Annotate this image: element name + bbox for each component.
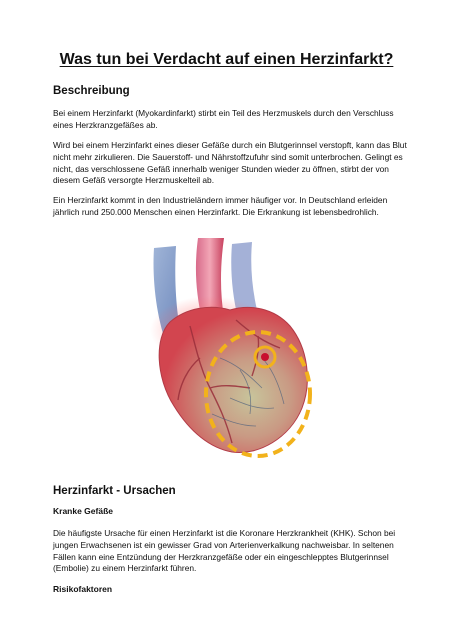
subheading-kranke-gefaesse: Kranke Gefäße (53, 506, 113, 516)
section-heading-ursachen: Herzinfarkt - Ursachen (53, 485, 176, 497)
paragraph-definition: Bei einem Herzinfarkt (Myokardinfarkt) stirbt ein Teil des Herzmuskels durch den Verschluss eines Herzkranzgefäßes ab. (53, 108, 394, 130)
heart-infarct-illustration (140, 238, 315, 460)
paragraph-mechanism: Wird bei einem Herzinfarkt eines dieser Gefäße durch ein Blutgerinnsel verstopft, kann das Blut nicht mehr zirkulieren. Die Sauerstoff- und Nährstoffzufuhr sind somit unterbrochen. Gelingt es nicht, das verschlossene Gefäß innerhalb weniger Stunden wieder zu öffnen, stirbt der von diesem Gefäß versorgte Herzmuskelteil ab. (53, 140, 407, 186)
subheading-risikofaktoren: Risikofaktoren (53, 584, 113, 594)
section-heading-beschreibung: Beschreibung (53, 85, 130, 97)
paragraph-statistics: Ein Herzinfarkt kommt in den Industrieländern immer häufiger vor. In Deutschland erleiden jährlich rund 250.000 Menschen einen Herzinfarkt. Die Erkrankung ist lebensbedrohlich. (53, 195, 388, 217)
page-title: Was tun bei Verdacht auf einen Herzinfarkt? (59, 51, 394, 68)
paragraph-causes: Die häufigste Ursache für einen Herzinfarkt ist die Koronare Herzkrankheit (KHK). Schon bei jungen Erwachsenen ist ein gewisser Grad von Arterienverkalkung nachweisbar. In seltenen Fällen kann eine Entzündung der Herzkranzgefäße oder ein eingeschlepptes Blutgerinnsel (Embolie) zu einem Herzinfarkt führen. (53, 528, 396, 574)
